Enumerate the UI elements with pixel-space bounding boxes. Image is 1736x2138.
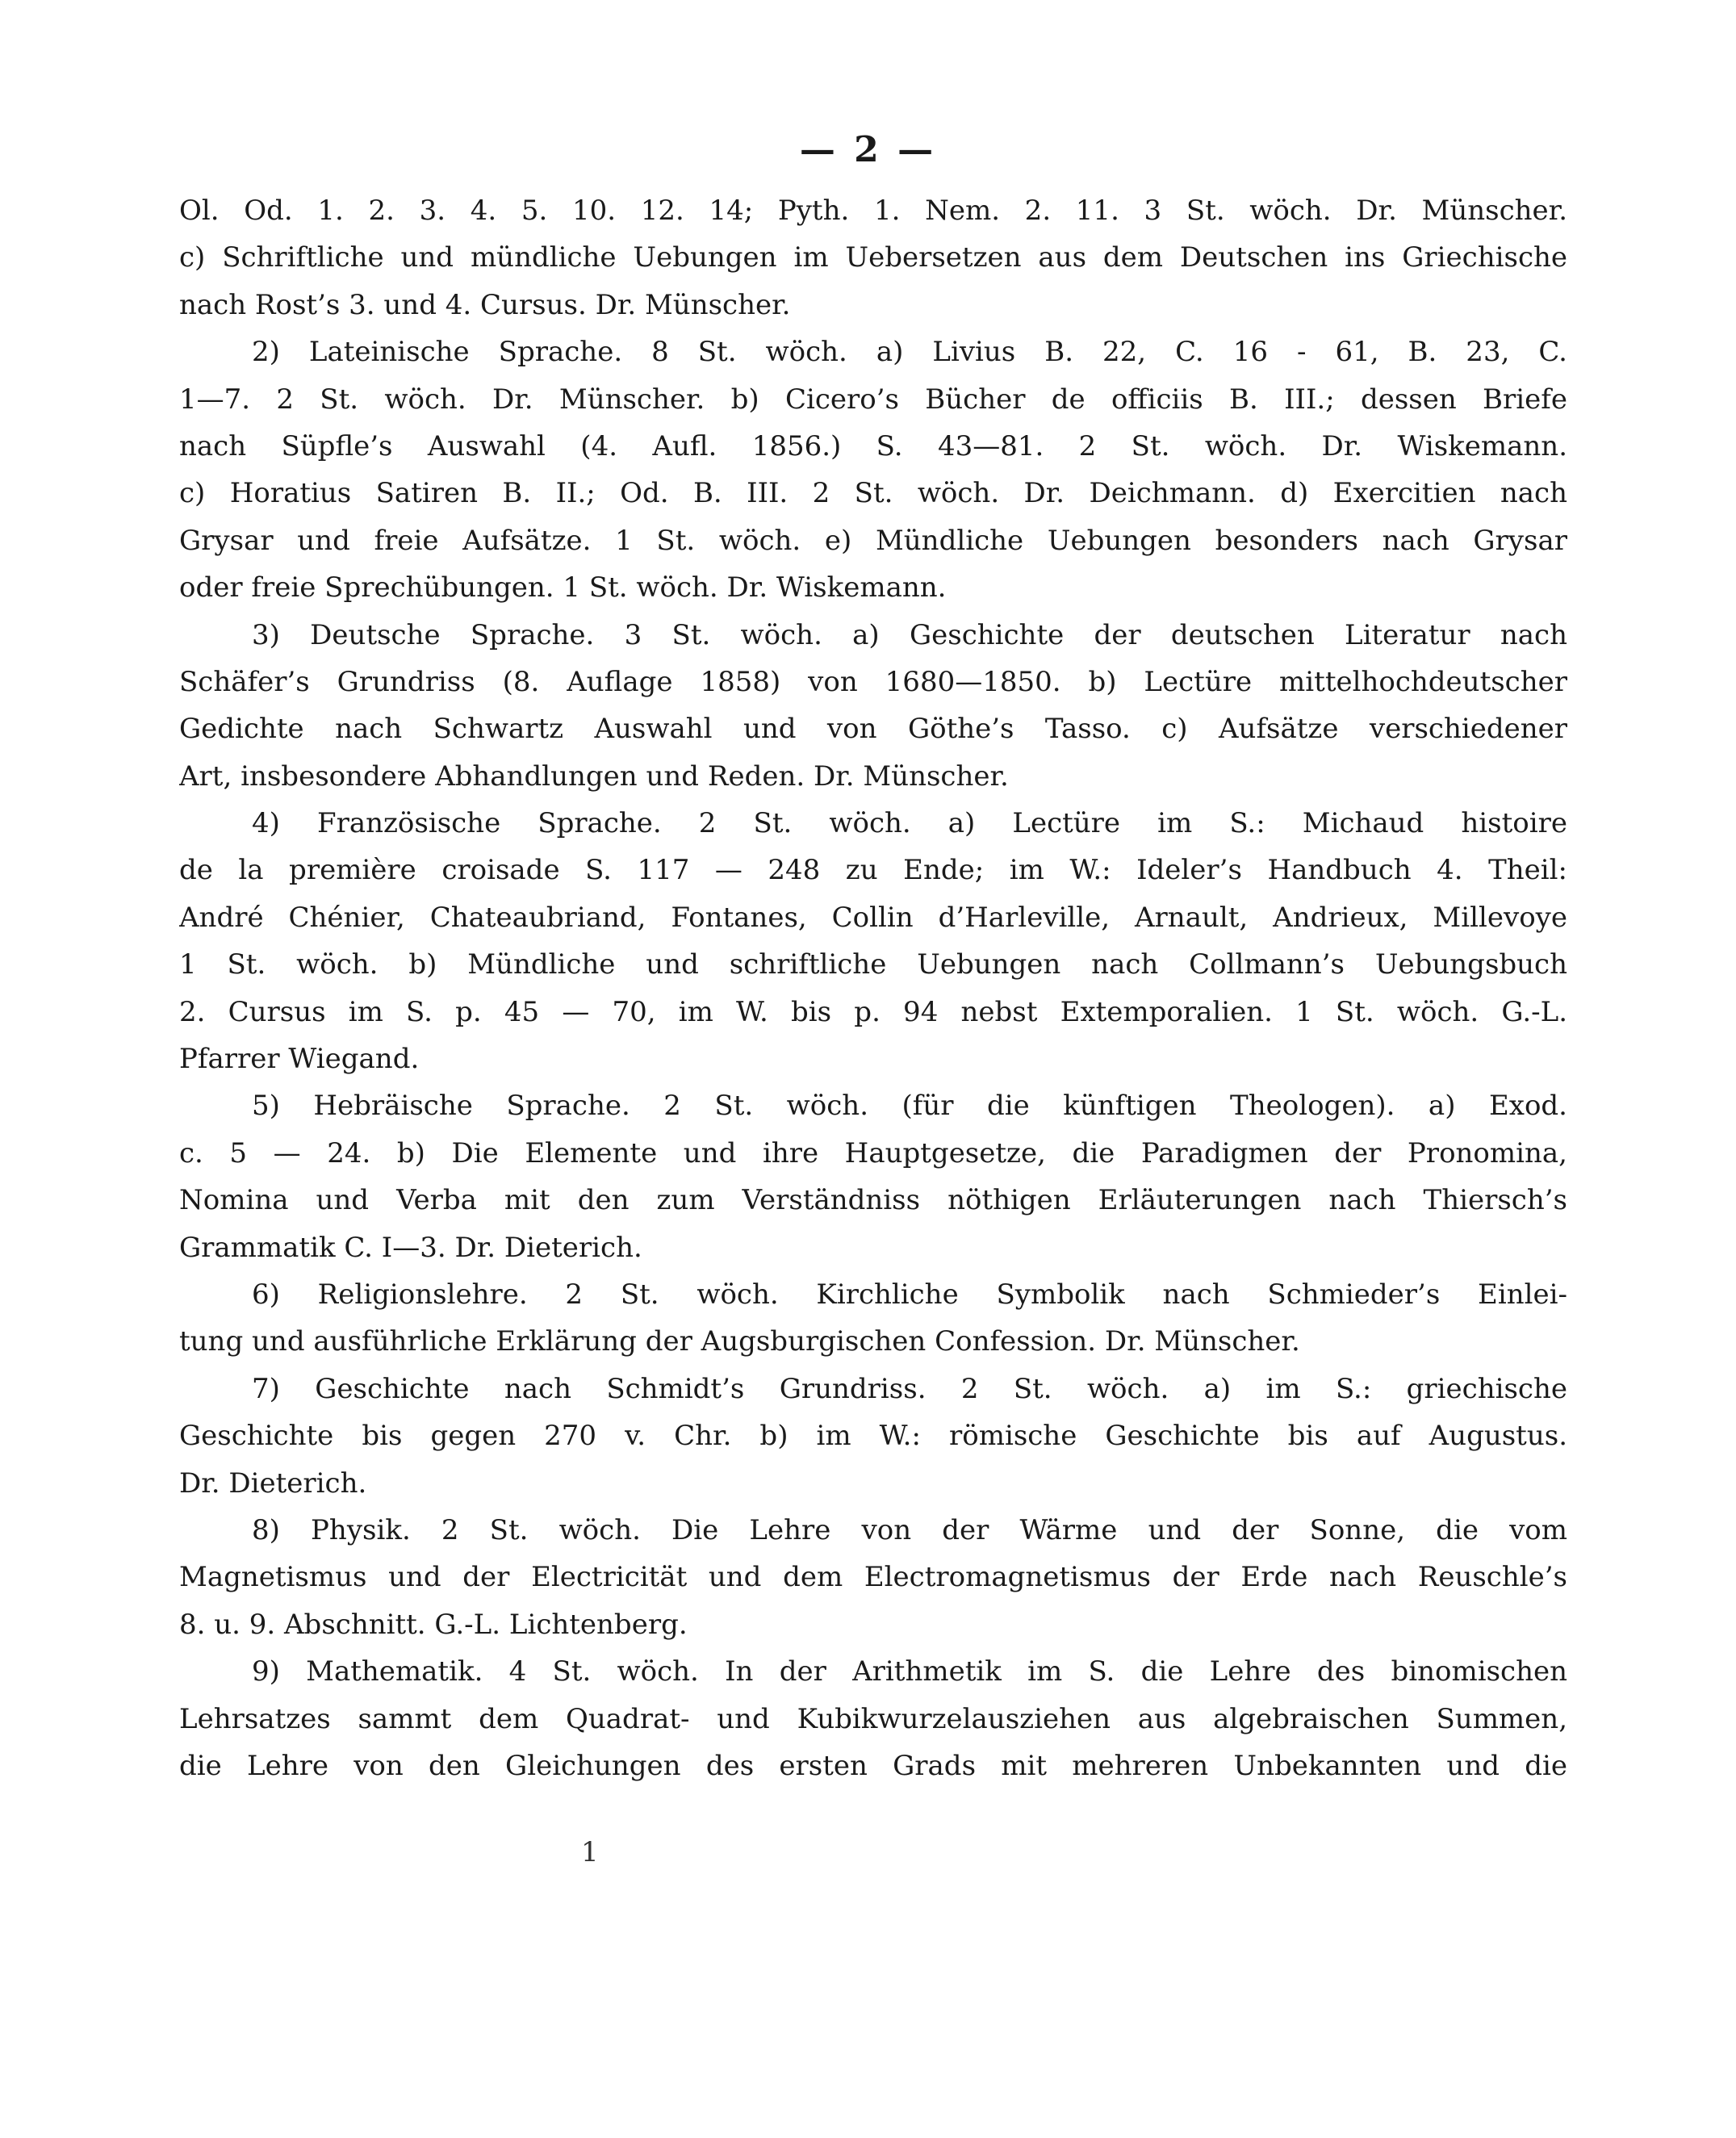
bottom-mark: 1 — [581, 1836, 599, 1868]
text-line: nach Rost’s 3. und 4. Cursus. Dr. Münscher. — [179, 288, 791, 321]
text-line: Gedichte nach Schwartz Auswahl und von Göthe’s Tasso. c) Aufsätze verschiedener — [179, 713, 1567, 746]
text-line: Geschichte bis gegen 270 v. Chr. b) im W.: römische Geschichte bis auf Augustus. — [179, 1420, 1567, 1453]
text-line: 8. u. 9. Abschnitt. G.-L. Lichtenberg. — [179, 1608, 688, 1641]
text-line: 9) Mathematik. 4 St. wöch. In der Arithmetik im S. die Lehre des binomischen — [252, 1655, 1567, 1688]
text-line: 1 St. wöch. b) Mündliche und schriftliche Uebungen nach Collmann’s Uebungsbuch — [179, 948, 1567, 981]
text-line: 5) Hebräische Sprache. 2 St. wöch. (für die künftigen Theologen). a) Exod. — [252, 1090, 1567, 1123]
text-line: 8) Physik. 2 St. wöch. Die Lehre von der Wärme und der Sonne, die vom — [252, 1513, 1567, 1546]
text-line: de la première croisade S. 117 — 248 zu Ende; im W.: Ideler’s Handbuch 4. Theil: — [179, 854, 1567, 887]
text-line: André Chénier, Chateaubriand, Fontanes, Collin d’Harleville, Arnault, Andrieux, Millevoye — [179, 901, 1567, 934]
text-line: die Lehre von den Gleichungen des ersten Grads mit mehreren Unbekannten und die — [179, 1749, 1567, 1782]
text-line: Schäfer’s Grundriss (8. Auflage 1858) von 1680—1850. b) Lectüre mittelhochdeutscher — [179, 665, 1567, 698]
body-text — [179, 187, 1567, 1789]
text-line: 4) Französische Sprache. 2 St. wöch. a) Lectüre im S.: Michaud histoire — [252, 807, 1567, 840]
text-line: oder freie Sprechübungen. 1 St. wöch. Dr. Wiskemann. — [179, 571, 947, 605]
text-line: nach Süpfle’s Auswahl (4. Aufl. 1856.) S. 43—81. 2 St. wöch. Dr. Wiskemann. — [179, 429, 1567, 462]
text-line: Ol. Od. 1. 2. 3. 4. 5. 10. 12. 14; Pyth. 1. Nem. 2. 11. 3 St. wöch. Dr. Münscher. — [179, 195, 1567, 227]
text-line: Grammatik C. I—3. Dr. Dieterich. — [179, 1231, 642, 1264]
text-line: 2. Cursus im S. p. 45 — 70, im W. bis p. 94 nebst Extemporalien. 1 St. wöch. G.-L. — [179, 995, 1567, 1028]
text-line: Art, insbesondere Abhandlungen und Reden. Dr. Münscher. — [179, 759, 1009, 793]
text-line: Pfarrer Wiegand. — [179, 1043, 420, 1076]
text-line: Grysar und freie Aufsätze. 1 St. wöch. e) Mündliche Uebungen besonders nach Grysar — [179, 524, 1567, 557]
text-line: 3) Deutsche Sprache. 3 St. wöch. a) Geschichte der deutschen Literatur nach — [252, 618, 1567, 651]
text-line: c. 5 — 24. b) Die Elemente und ihre Hauptgesetze, die Paradigmen der Pronomina, — [179, 1136, 1567, 1169]
text-line: c) Horatius Satiren B. II.; Od. B. III. 2 St. wöch. Dr. Deichmann. d) Exercitien nach — [179, 477, 1567, 510]
text-line: Lehrsatzes sammt dem Quadrat- und Kubikwurzelausziehen aus algebraischen Summen, — [179, 1702, 1567, 1735]
page-number: — 2 — — [799, 129, 937, 170]
text-line: Nomina und Verba mit den zum Verständniss nöthigen Erläuterungen nach Thiersch’s — [179, 1184, 1567, 1217]
text-line: c) Schriftliche und mündliche Uebungen im Uebersetzen aus dem Deutschen ins Griechische — [179, 241, 1567, 274]
text-line: 6) Religionslehre. 2 St. wöch. Kirchliche Symbolik nach Schmieder’s Einlei- — [252, 1278, 1567, 1311]
text-line: 1—7. 2 St. wöch. Dr. Münscher. b) Cicero’s Bücher de officiis B. III.; dessen Briefe — [179, 383, 1567, 416]
text-line: tung und ausführliche Erklärung der Augsburgischen Confession. Dr. Münscher. — [179, 1325, 1300, 1358]
text-line: 7) Geschichte nach Schmidt’s Grundriss. 2 St. wöch. a) im S.: griechische — [252, 1372, 1567, 1405]
text-line: 2) Lateinische Sprache. 8 St. wöch. a) Livius B. 22, C. 16 - 61, B. 23, C. — [252, 336, 1567, 369]
text-line: Dr. Dieterich. — [179, 1466, 367, 1500]
text-line: Magnetismus und der Electricität und dem Electromagnetismus der Erde nach Reuschle’s — [179, 1561, 1567, 1594]
